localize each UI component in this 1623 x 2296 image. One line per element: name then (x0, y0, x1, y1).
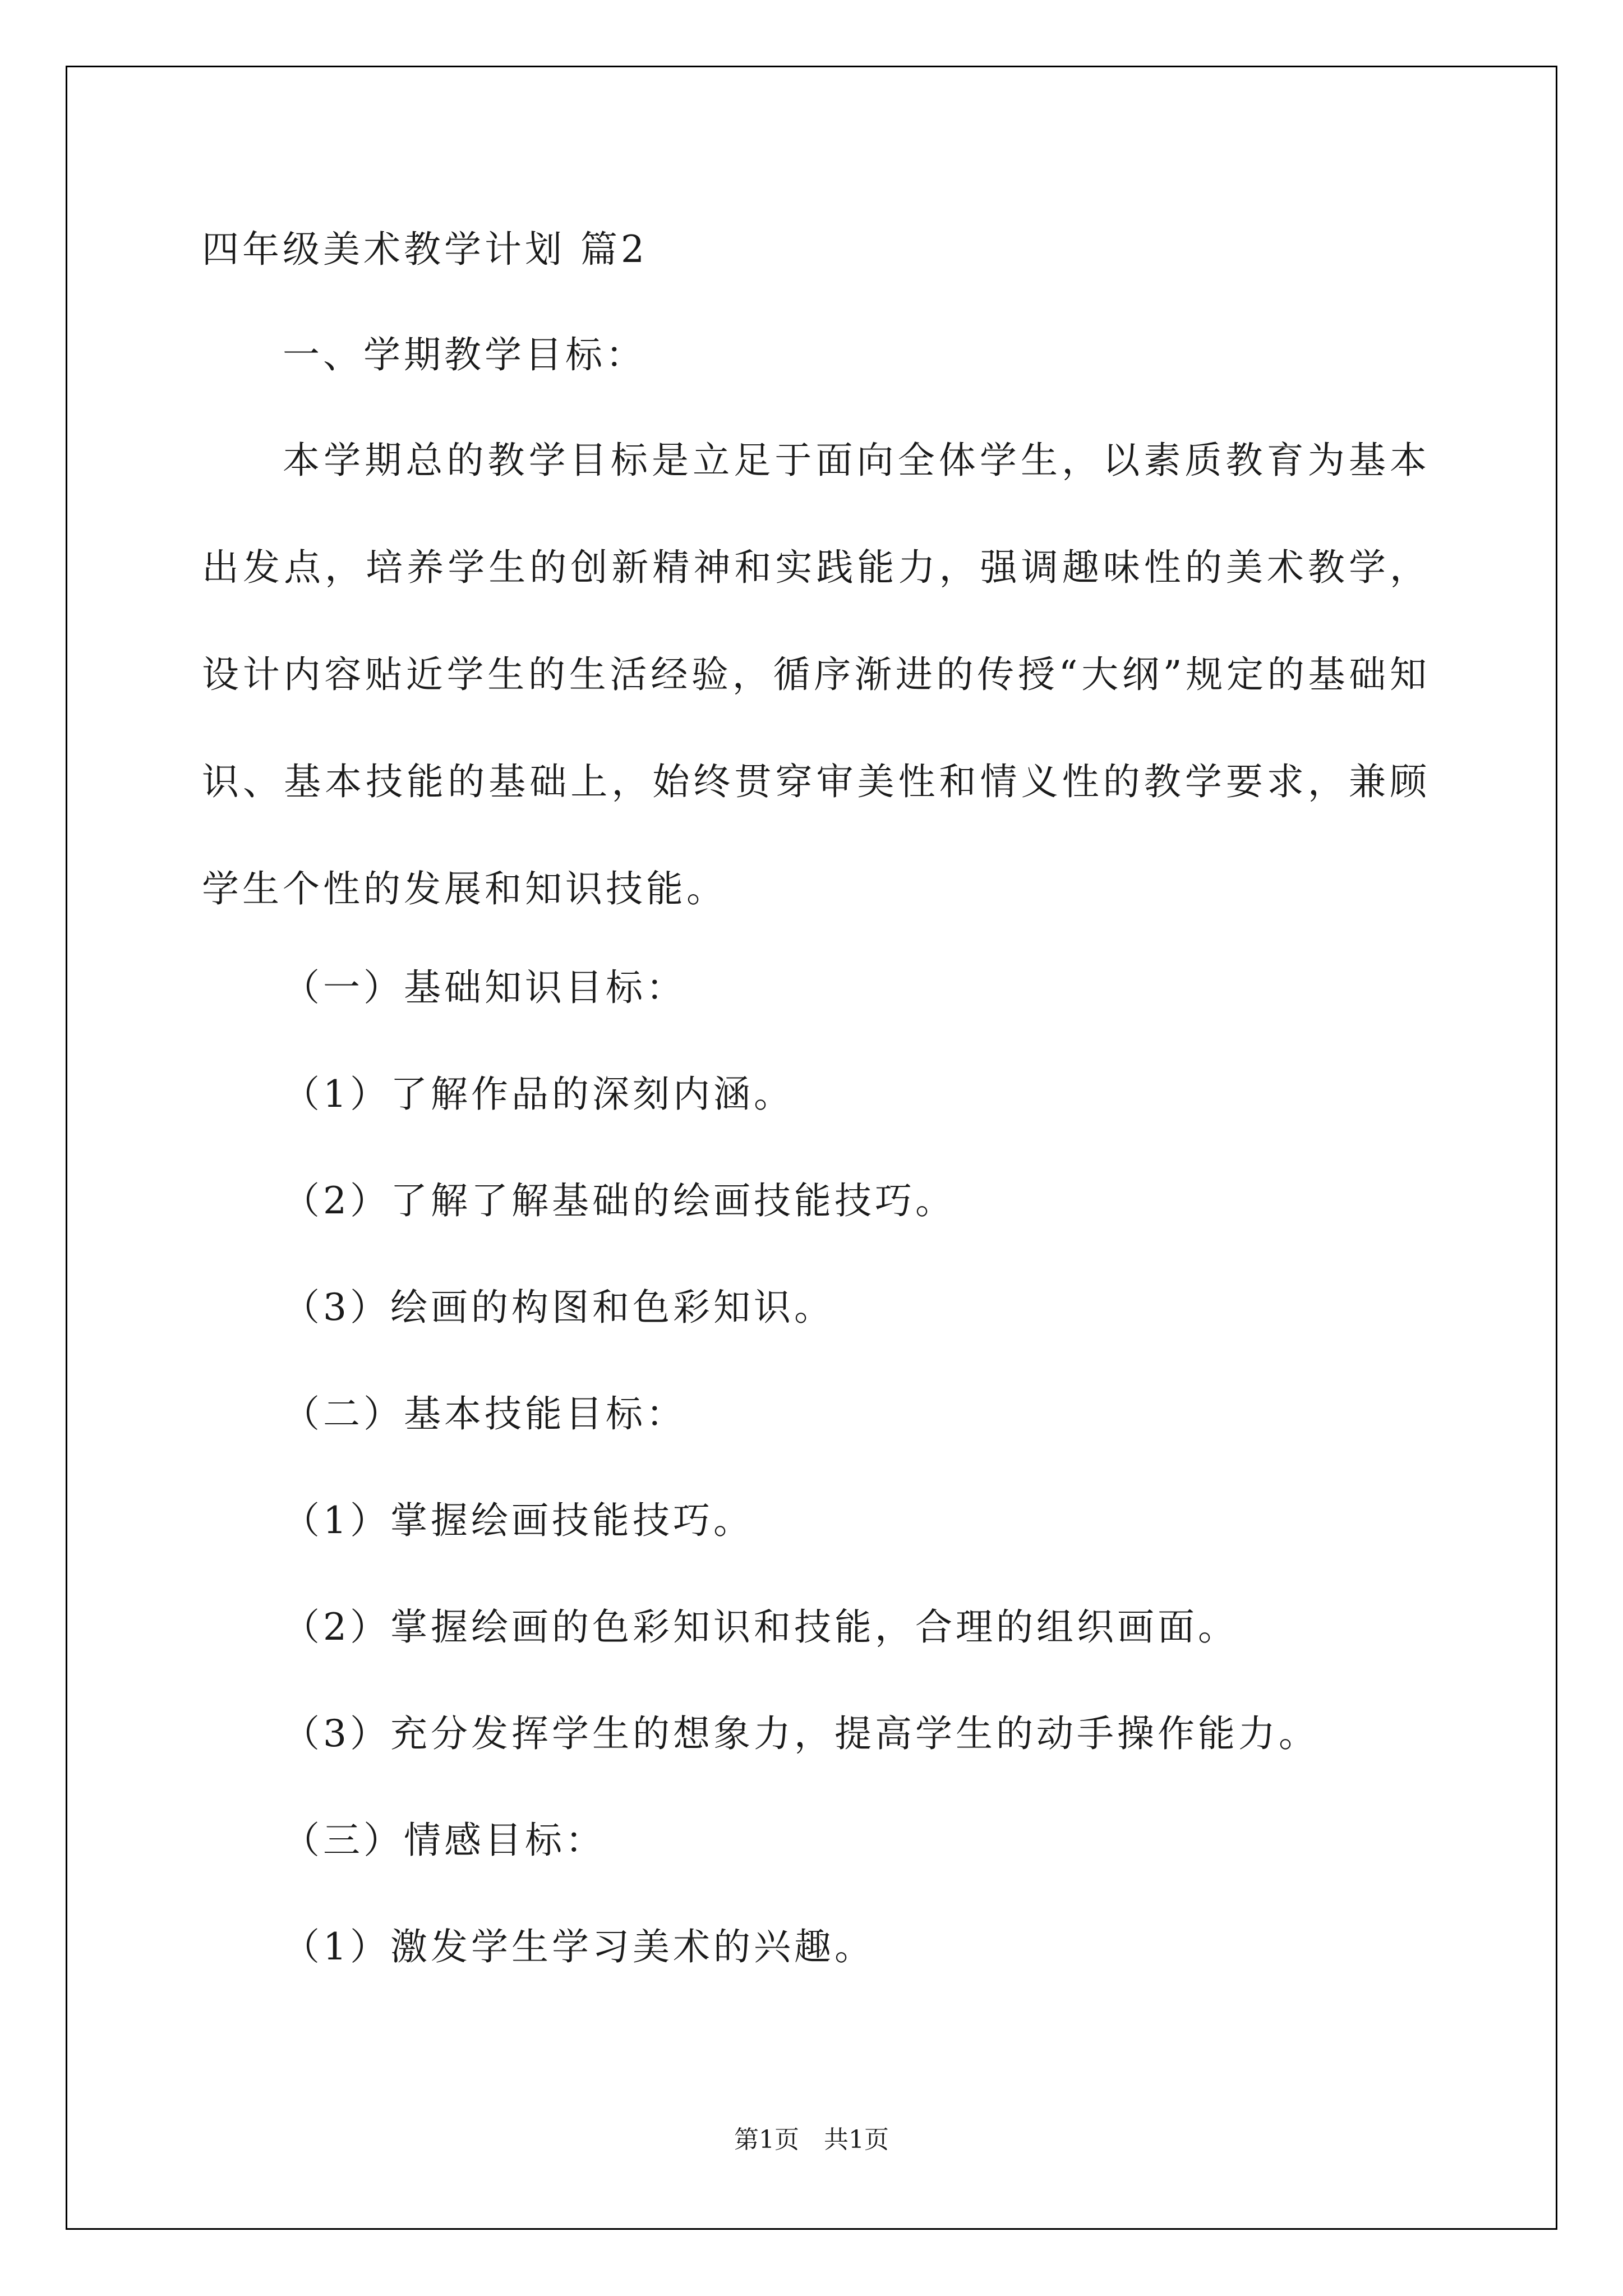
goal-subheading: （三）情感目标： (283, 1819, 606, 1862)
goal-item: （2）掌握绘画的色彩知识和技能，合理的组织画面。 (283, 1605, 1238, 1649)
goal-item: （3）绘画的构图和色彩知识。 (283, 1286, 834, 1329)
goal-item: （1）掌握绘画技能技巧。 (283, 1499, 754, 1542)
goal-item: （1）了解作品的深刻内涵。 (283, 1073, 794, 1116)
document-body (202, 224, 1430, 2028)
goal-item: （3）充分发挥学生的想象力，提高学生的动手操作能力。 (283, 1712, 1319, 1755)
section-heading: 一、学期教学目标： (283, 333, 646, 376)
goal-item: （1）激发学生学习美术的兴趣。 (283, 1925, 875, 1968)
intro-paragraph: 本学期总的教学目标是立足于面向全体学生，以素质教育为基本出发点，培养学生的创新精神和实践能力，强调趣味性的美术教学，设计内容贴近学生的生活经验，循序渐进的传授“大纲”规定的基础知识、基本技能的基础上，始终贯穿审美性和情义性的教学要求，兼顾学生个性的发展和知识技能。 (202, 439, 1430, 910)
goal-subheading: （一）基础知识目标： (283, 966, 686, 1009)
goal-subheading: （二）基本技能目标： (283, 1392, 686, 1435)
goal-item: （2）了解了解基础的绘画技能技巧。 (283, 1179, 956, 1222)
document-title: 四年级美术教学计划 篇2 (202, 228, 648, 271)
page-number-footer: 第1页 共1页 (734, 2125, 889, 2154)
